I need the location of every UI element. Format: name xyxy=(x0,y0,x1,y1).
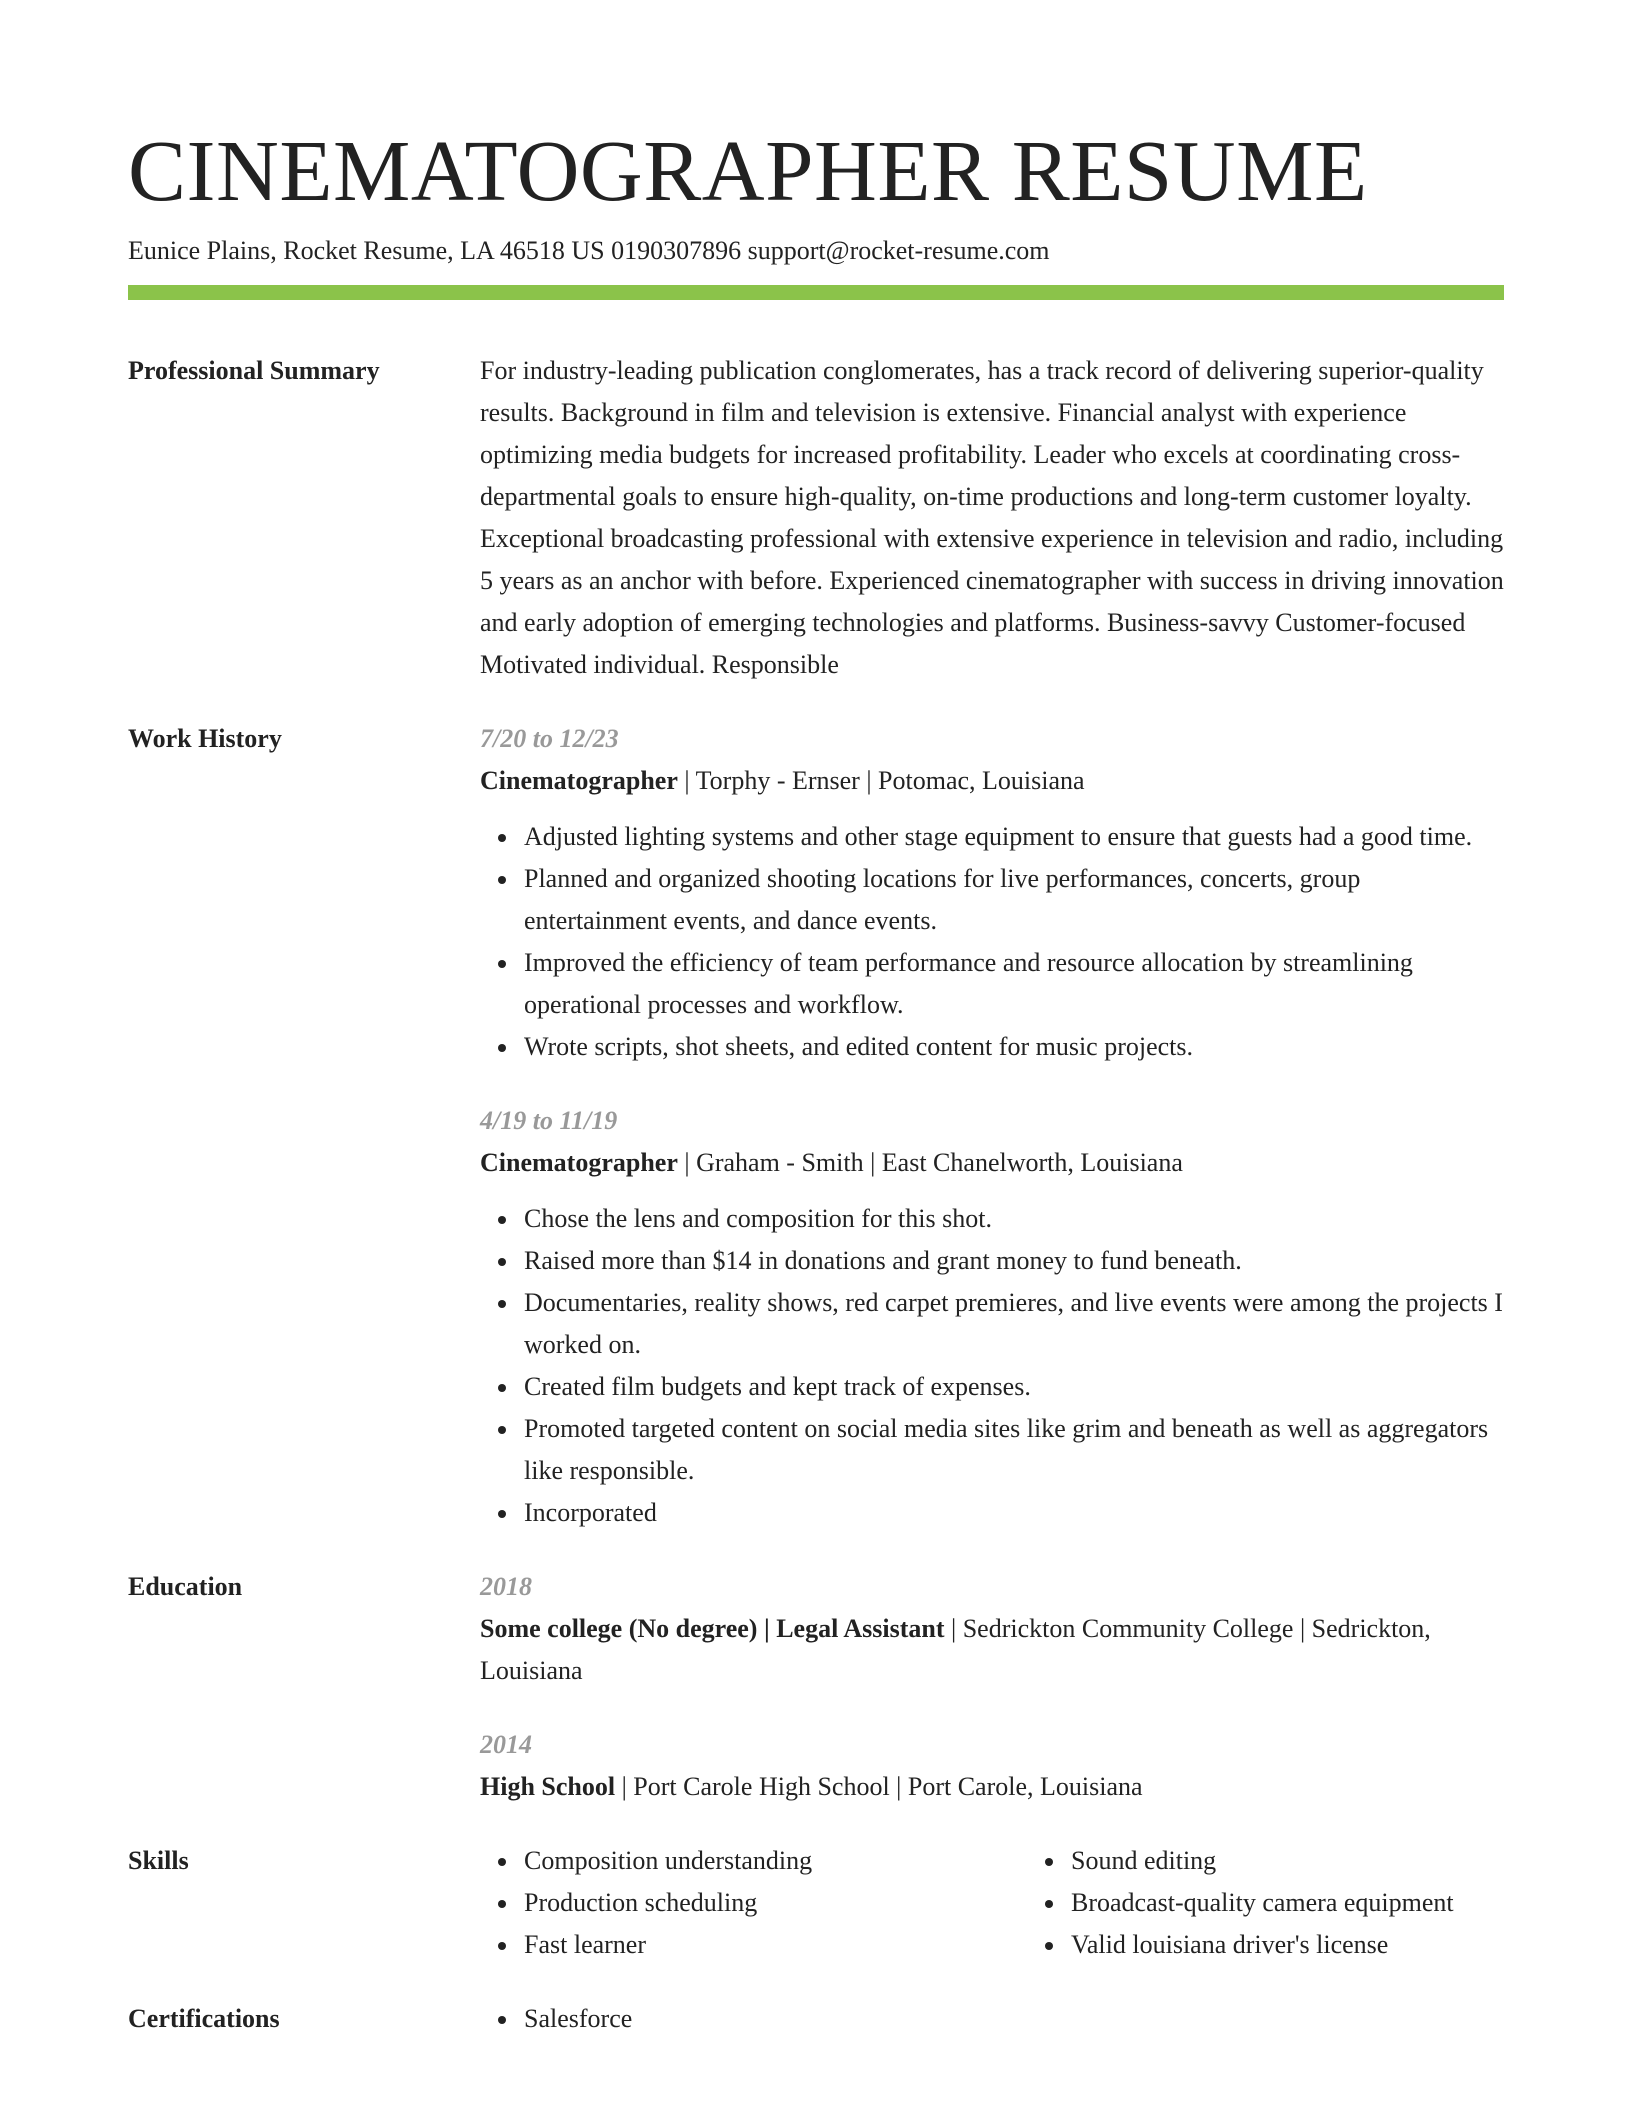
job-title: Cinematographer xyxy=(480,766,678,795)
job-dates: 4/19 to 11/19 xyxy=(480,1106,618,1135)
education-entry xyxy=(480,1566,1504,1692)
job-title: Cinematographer xyxy=(480,1148,678,1177)
skill-item: Broadcast-quality camera equipment xyxy=(1071,1882,1574,1924)
section-heading-education: Education xyxy=(128,1572,243,1601)
section-heading-work-history: Work History xyxy=(128,724,282,753)
job-entry xyxy=(480,1100,1504,1534)
job-details: | Torphy - Ernser | Potomac, Louisiana xyxy=(677,766,1085,795)
section-heading-skills: Skills xyxy=(128,1846,189,1875)
certification-item: Salesforce xyxy=(524,1998,1504,2040)
job-bullet: Raised more than $14 in donations and grant money to fund beneath. xyxy=(524,1240,1504,1282)
education-entry xyxy=(480,1724,1504,1808)
job-entry xyxy=(480,718,1504,1068)
education-degree: High School xyxy=(480,1772,616,1801)
section-heading-summary: Professional Summary xyxy=(128,356,380,385)
job-bullet: Incorporated xyxy=(524,1492,1504,1534)
job-bullet-list xyxy=(480,1198,1504,1534)
job-bullet: Promoted targeted content on social media sites like grim and beneath as well as aggregators like responsible. xyxy=(524,1408,1504,1492)
skill-item: Composition understanding xyxy=(524,1840,1027,1882)
job-details: | Graham - Smith | East Chanelworth, Louisiana xyxy=(677,1148,1183,1177)
work-history-section xyxy=(128,718,1504,1534)
resume-title: CINEMATOGRAPHER RESUME xyxy=(128,122,1368,219)
contact-info: Eunice Plains, Rocket Resume, LA 46518 US 0190307896 support@rocket-resume.com xyxy=(128,236,1050,265)
skill-item: Sound editing xyxy=(1071,1840,1574,1882)
job-bullet: Adjusted lighting systems and other stage equipment to ensure that guests had a good time. xyxy=(524,816,1504,858)
skills-body xyxy=(480,1840,1574,1966)
skills-list-left xyxy=(480,1840,1027,1966)
job-bullet: Improved the efficiency of team performance and resource allocation by streamlining operational processes and workflow. xyxy=(524,942,1504,1026)
job-bullet: Created film budgets and kept track of expenses. xyxy=(524,1366,1504,1408)
education-degree: Some college (No degree) | Legal Assistant xyxy=(480,1614,945,1643)
resume-page xyxy=(128,0,1504,2040)
summary-section xyxy=(128,350,1504,686)
job-bullet: Chose the lens and composition for this shot. xyxy=(524,1198,1504,1240)
education-details: | Sedrickton Community College | Sedrickton, Louisiana xyxy=(480,1614,1431,1685)
job-title-line xyxy=(480,760,1504,802)
job-bullet: Planned and organized shooting locations for live performances, concerts, group entertainment events, and dance events. xyxy=(524,858,1504,942)
skill-item: Fast learner xyxy=(524,1924,1027,1966)
education-section xyxy=(128,1566,1504,1808)
job-dates: 7/20 to 12/23 xyxy=(480,724,619,753)
skills-list-right xyxy=(1027,1840,1574,1966)
certifications-body xyxy=(480,1998,1504,2040)
certifications-section xyxy=(128,1998,1504,2040)
summary-text: For industry-leading publication conglomerates, has a track record of delivering superior-quality results. Background in film and television is extensive. Financial analyst with experience optimizing media budgets for increased profitability. Leader who excels at coordinating cross-departmental goals to ensure high-quality, on-time productions and long-term customer loyalty. Exceptional broadcasting professional with extensive experience in television and radio, including 5 years as an anchor with before. Experienced cinematographer with success in driving innovation and early adoption of emerging technologies and platforms. Business-savvy Customer-focused Motivated individual. Responsible xyxy=(480,356,1504,679)
job-bullet: Wrote scripts, shot sheets, and edited content for music projects. xyxy=(524,1026,1504,1068)
job-bullet: Documentaries, reality shows, red carpet premieres, and live events were among the projects I worked on. xyxy=(524,1282,1504,1366)
certifications-list xyxy=(480,1998,1504,2040)
education-details: | Port Carole High School | Port Carole, Louisiana xyxy=(615,1772,1143,1801)
education-title-line xyxy=(480,1766,1504,1808)
work-history-body xyxy=(480,718,1504,1534)
accent-divider xyxy=(128,285,1504,300)
education-title-line xyxy=(480,1608,1504,1692)
education-year: 2018 xyxy=(480,1572,532,1601)
skill-item: Production scheduling xyxy=(524,1882,1027,1924)
skills-section xyxy=(128,1840,1504,1966)
section-heading-certifications: Certifications xyxy=(128,2004,280,2033)
skill-item: Valid louisiana driver's license xyxy=(1071,1924,1574,1966)
job-bullet-list xyxy=(480,816,1504,1068)
job-title-line xyxy=(480,1142,1504,1184)
skills-columns xyxy=(480,1840,1574,1966)
education-body xyxy=(480,1566,1504,1808)
education-year: 2014 xyxy=(480,1730,532,1759)
